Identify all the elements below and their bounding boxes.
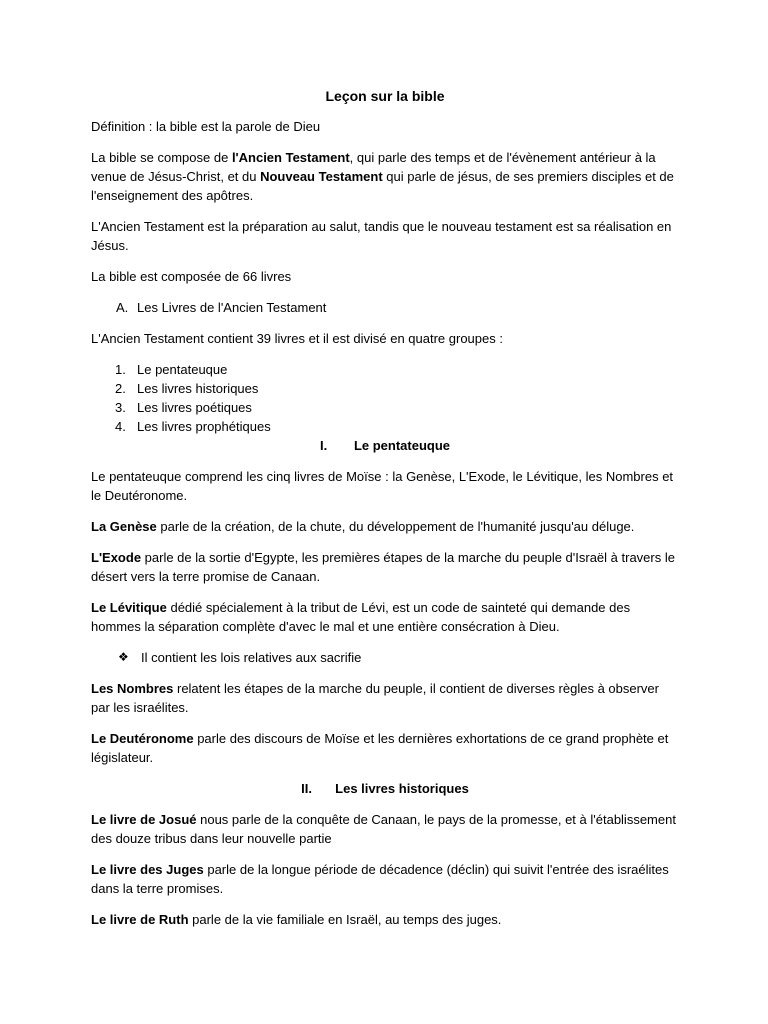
list-item-text: Les livres poétiques [137, 400, 252, 415]
text-run: dédié spécialement à la tribut de Lévi, est un code de sainteté qui demande des hommes la séparation complète d'avec le mal et une entière consécration à Dieu. [91, 600, 631, 634]
section-marker: II. [301, 781, 312, 796]
list-item [91, 398, 679, 417]
list-item-text: Les livres prophétiques [137, 419, 271, 434]
list-marker: 2. [115, 381, 126, 396]
deuteronome-paragraph [91, 729, 679, 767]
list-item-text: Le pentateuque [137, 362, 228, 377]
list-item [91, 417, 679, 436]
text-run: parle de la longue période de décadence (déclin) qui suivit l'entrée des israélites dans la terre promises. [91, 862, 669, 896]
text-run: relatent les étapes de la marche du peuple, il contient de diverses règles à observer par les israélites. [91, 681, 659, 715]
bullet-text: Il contient les lois relatives aux sacrifie [141, 650, 362, 665]
text-run: parle de la vie familiale en Israël, au temps des juges. [188, 912, 502, 927]
book-count-paragraph: La bible est composée de 66 livres [91, 269, 292, 284]
bible-composition-paragraph [91, 148, 679, 205]
nombres-paragraph [91, 679, 679, 717]
book-name-bold: La Genèse [91, 519, 157, 534]
text-run: , qui parle des temps et de l'évènement antérieur à la venue de Jésus-Christ, et du [91, 150, 656, 184]
list-marker: A. [116, 300, 129, 315]
salvation-paragraph: L'Ancien Testament est la préparation au salut, tandis que le nouveau testament est sa réalisation en Jésus. [91, 219, 672, 253]
old-testament-groups-paragraph: L'Ancien Testament contient 39 livres et il est divisé en quatre groupes : [91, 331, 503, 346]
list-item-text: Les Livres de l'Ancien Testament [137, 300, 327, 315]
section-heading-pentateuque [91, 436, 679, 455]
text-run: parle de la sortie d'Egypte, les premières étapes de la marche du peuple d'Israël à travers le désert vers la terre promise de Canaan. [91, 550, 675, 584]
text-run: nous parle de la conquête de Canaan, le pays de la promesse, et à l'établissement des douze tribus dans leur nouvelle partie [91, 812, 676, 846]
list-item [91, 298, 679, 317]
section-title: Les livres historiques [335, 781, 469, 796]
book-name-bold: L'Exode [91, 550, 142, 565]
ruth-paragraph [91, 910, 679, 929]
section-heading-historiques [91, 779, 679, 798]
definition-paragraph: Définition : la bible est la parole de Dieu [91, 119, 321, 134]
text-run: parle de la création, de la chute, du développement de l'humanité jusqu'au déluge. [156, 519, 635, 534]
book-name-bold: Le livre de Josué [91, 812, 197, 827]
book-name-bold: Les Nombres [91, 681, 174, 696]
text-run: La bible se compose de [91, 150, 232, 165]
nouveau-testament-bold: Nouveau Testament [260, 169, 383, 184]
pentateuque-paragraph: Le pentateuque comprend les cinq livres de Moïse : la Genèse, L'Exode, le Lévitique, les Nombres et le Deutéronome. [91, 469, 674, 503]
book-name-bold: Le Lévitique [91, 600, 167, 615]
list-item [91, 360, 679, 379]
section-marker: I. [319, 438, 328, 453]
diamond-bullet-icon: ❖ [118, 650, 129, 664]
text-run: parle des discours de Moïse et les dernières exhortations de ce grand prophète et législateur. [91, 731, 669, 765]
exode-paragraph [91, 548, 679, 586]
book-name-bold: Le livre des Juges [91, 862, 204, 877]
genese-paragraph [91, 517, 679, 536]
list-marker: 1. [115, 362, 126, 377]
list-item [91, 379, 679, 398]
bullet-item [91, 648, 679, 667]
juges-paragraph [91, 860, 679, 898]
document-body [91, 86, 679, 941]
text-run: qui parle de jésus, de ses premiers disciples et de l'enseignement des apôtres. [91, 169, 674, 203]
groups-list [91, 360, 679, 436]
section-title: Le pentateuque [353, 438, 451, 453]
ancien-testament-bold: l'Ancien Testament [231, 150, 350, 165]
list-marker: 4. [115, 419, 126, 434]
list-marker: 3. [115, 400, 126, 415]
josue-paragraph [91, 810, 679, 848]
book-name-bold: Le Deutéronome [91, 731, 194, 746]
levitique-paragraph [91, 598, 679, 636]
page-title: Leçon sur la bible [325, 88, 445, 104]
lettered-list [91, 298, 679, 317]
book-name-bold: Le livre de Ruth [91, 912, 189, 927]
list-item-text: Les livres historiques [137, 381, 259, 396]
